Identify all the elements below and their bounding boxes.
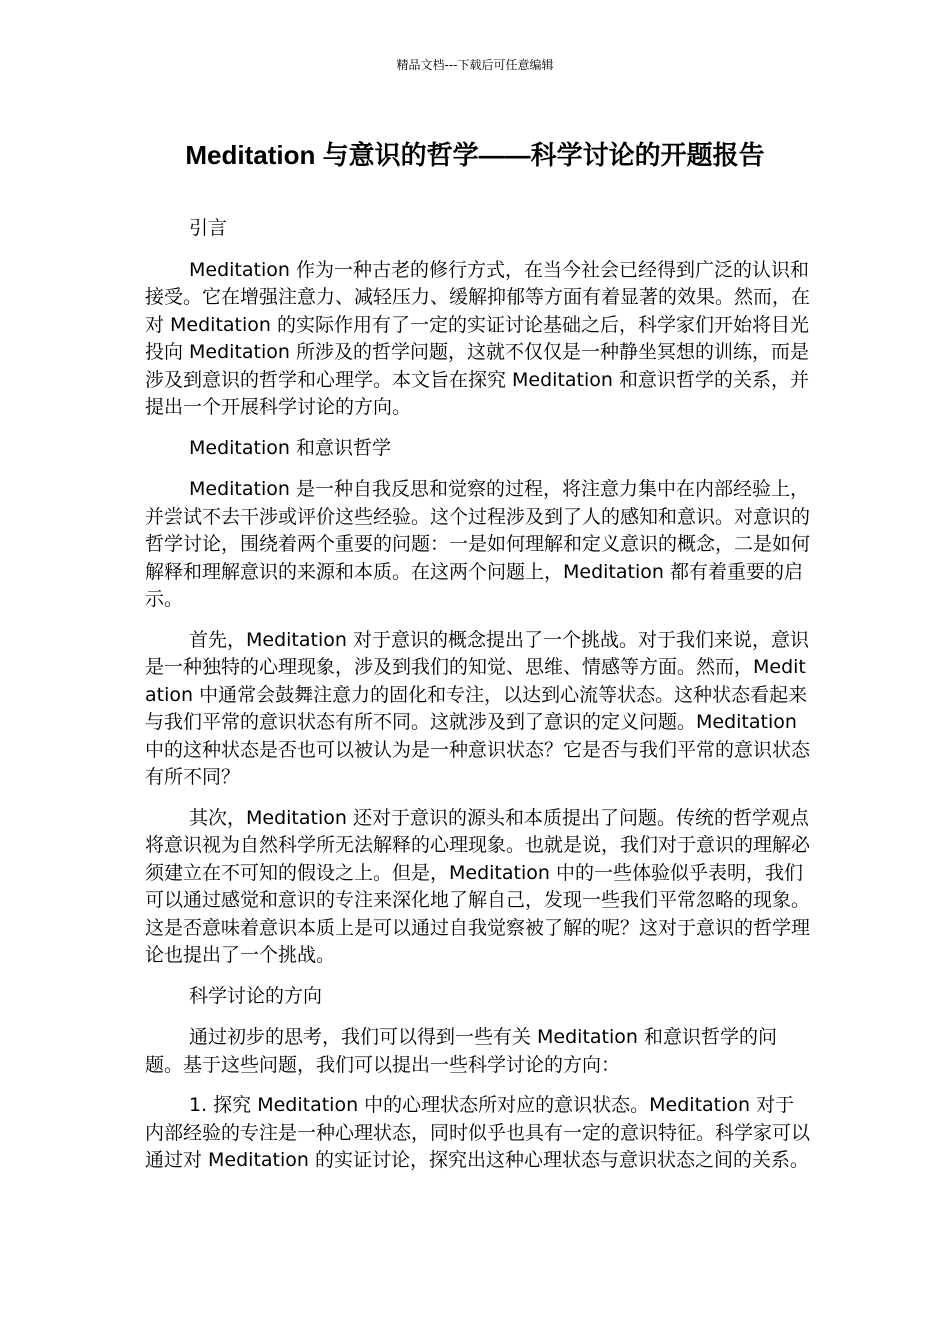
paragraph-meditation-definition: Meditation 是一种自我反思和觉察的过程，将注意力集中在内部经验上，并尝试不去干涉或评价这些经验。这个过程涉及到了人的感知和意识。对意识的哲学讨论，围绕着两个重要的问题：一是如何理解和定义意识的概念，二是如何解释和理解意识的来源和本质。在这两个问题上，Meditation 都有着重要的启示。 — [145, 478, 811, 610]
paragraph-direction-1: 1. 探究 Meditation 中的心理状态所对应的意识状态。Meditation 对于内部经验的专注是一种心理状态，同时似乎也具有一定的意识特征。科学家可以通过对 Meditation 的实证讨论，探究出这种心理状态与意识状态之间的关系。 — [145, 1094, 811, 1171]
section-heading-intro: 引言 — [189, 217, 228, 239]
paragraph-research-intro: 通过初步的思考，我们可以得到一些有关 Meditation 和意识哲学的问题。基于这些问题，我们可以提出一些科学讨论的方向： — [145, 1026, 777, 1076]
paragraph-second-challenge: 其次，Meditation 还对于意识的源头和本质提出了问题。传统的哲学观点将意识视为自然科学所无法解释的心理现象。也就是说，我们对于意识的理解必须建立在不可知的假设之上。但是，Meditation 中的一些体验似乎表明，我们可以通过感觉和意识的专注来深化地了解自己，发现一些我们平常忽略的现象。这是否意味着意识本质上是可以通过自我觉察被了解的呢？这对于意识的哲学理论也提出了一个挑战。 — [145, 806, 811, 966]
document-title: Meditation 与意识的哲学——科学讨论的开题报告 — [185, 140, 765, 170]
paragraph-intro: Meditation 作为一种古老的修行方式，在当今社会已经得到广泛的认识和接受。它在增强注意力、减轻压力、缓解抑郁等方面有着显著的效果。然而，在对 Meditation 的实际作用有了一定的实证讨论基础之后，科学家们开始将目光投向 Meditation 所涉及的哲学问题，这就不仅仅是一种静坐冥想的训练，而是涉及到意识的哲学和心理学。本文旨在探究 Meditation 和意识哲学的关系，并提出一个开展科学讨论的方向。 — [145, 258, 811, 418]
page-header-note: 精品文档---下载后可任意编辑 — [396, 58, 554, 72]
document-body — [145, 215, 810, 1188]
section-heading-meditation-philosophy: Meditation 和意识哲学 — [189, 436, 391, 459]
paragraph-first-challenge: 首先，Meditation 对于意识的概念提出了一个挑战。对于我们来说，意识是一种独特的心理现象，涉及到我们的知觉、思维、情感等方面。然而，Meditation 中通常会鼓舞注意力的固化和专注，以达到心流等状态。这种状态看起来与我们平常的意识状态有所不同。这就涉及到了意识的定义问题。Meditation 中的这种状态是否也可以被认为是一种意识状态？它是否与我们平常的意识状态有所不同？ — [145, 628, 811, 788]
section-heading-research-direction: 科学讨论的方向 — [189, 984, 323, 1007]
